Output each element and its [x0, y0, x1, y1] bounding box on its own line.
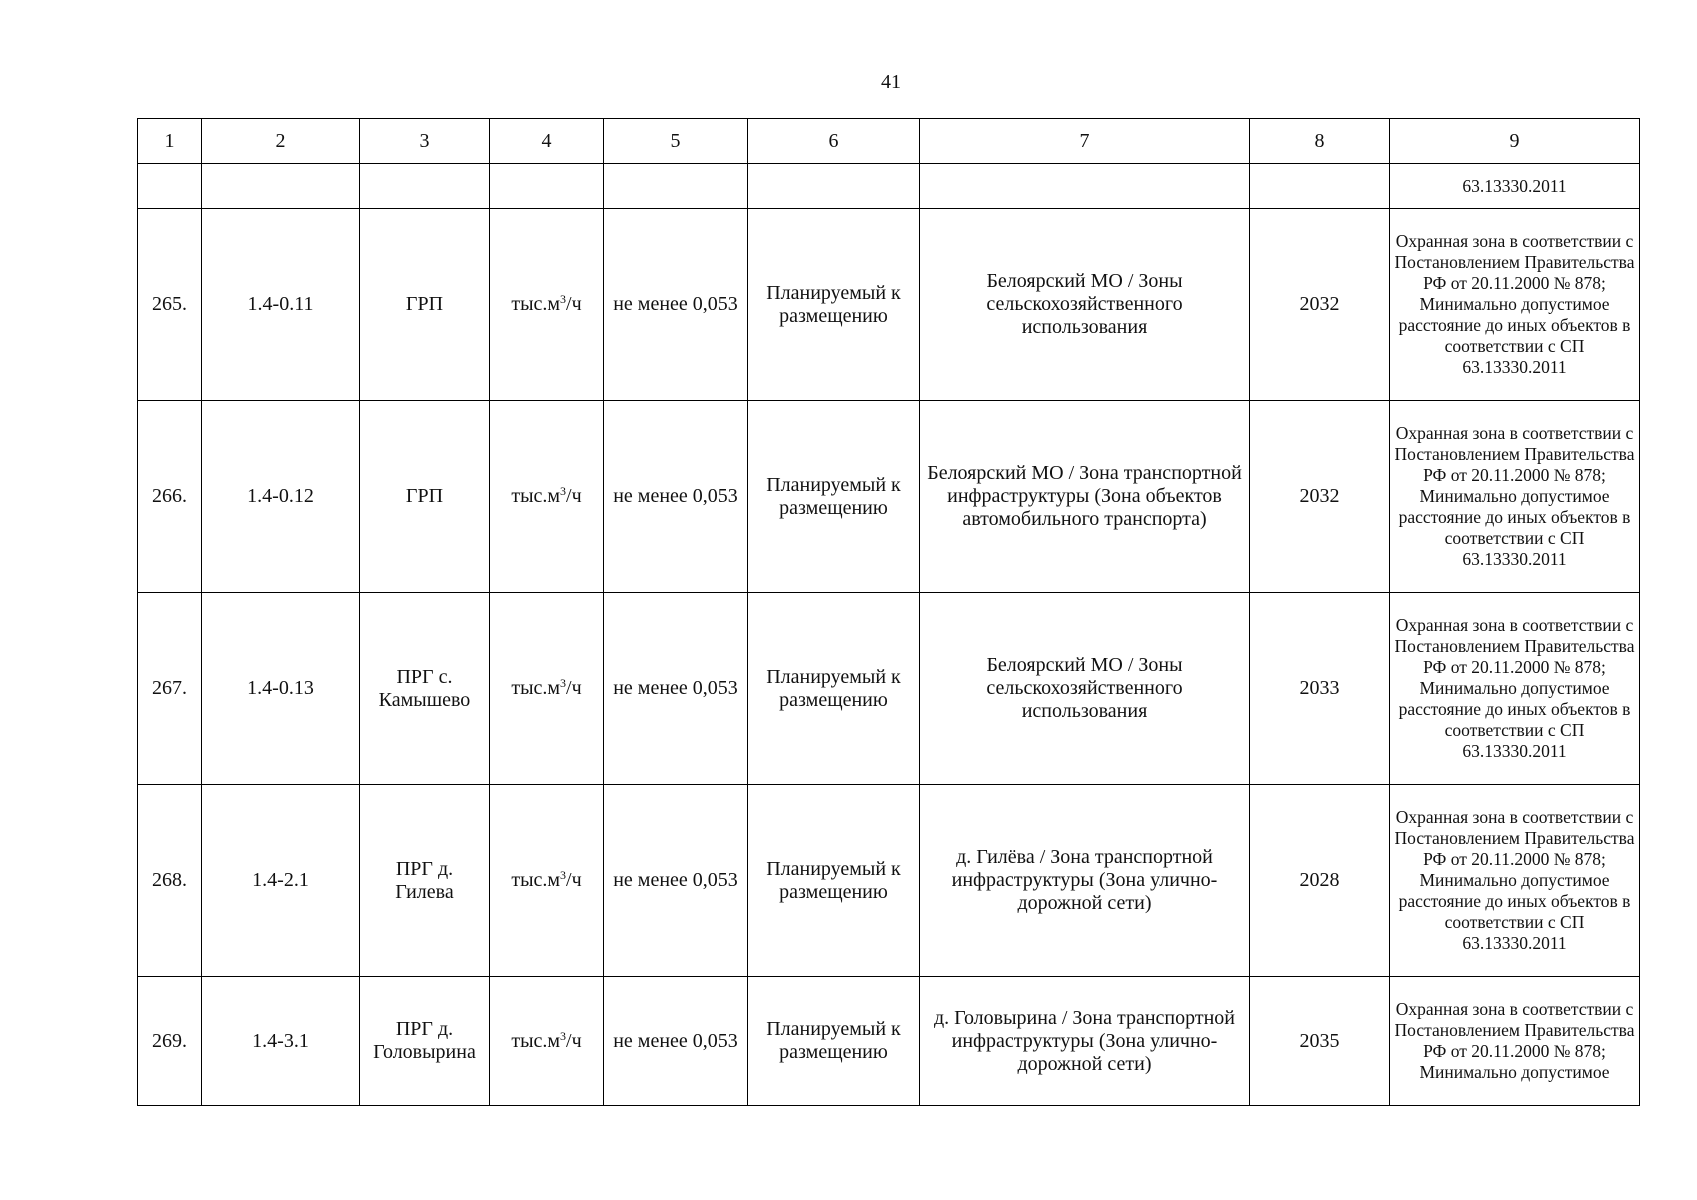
status-cell: Планируемый к размещению	[748, 209, 920, 401]
table-cell	[920, 164, 1250, 209]
zone-cell: 63.13330.2011	[1390, 164, 1640, 209]
row-number: 268.	[138, 785, 202, 977]
unit-prefix: тыс.м	[511, 293, 561, 315]
unit-suffix: /ч	[566, 1029, 582, 1052]
zone-cell: Охранная зона в соответствии с Постановлением Правительства РФ от 20.11.2000 № 878; Минимально допустимое расстояние до иных объектов в соответствии с СП 63.13330.2011	[1390, 785, 1640, 977]
table-cell	[490, 164, 604, 209]
zone-cell: Охранная зона в соответствии с Постановлением Правительства РФ от 20.11.2000 № 878; Минимально допустимое расстояние до иных объектов в соответствии с СП 63.13330.2011	[1390, 593, 1640, 785]
status-cell: Планируемый к размещению	[748, 401, 920, 593]
table-cell	[202, 164, 360, 209]
row-number: 269.	[138, 977, 202, 1106]
unit-superscript: 3	[560, 292, 567, 306]
header-cell: 1	[138, 119, 202, 164]
unit-suffix: /ч	[566, 869, 582, 891]
table-cell	[604, 164, 748, 209]
year-cell: 2032	[1250, 401, 1390, 593]
table-cell	[360, 164, 490, 209]
capacity-cell: не менее 0,053	[604, 401, 748, 593]
capacity-cell: не менее 0,053	[604, 977, 748, 1106]
unit-superscript: 3	[560, 868, 567, 882]
capacity-cell: не менее 0,053	[604, 209, 748, 401]
object-name: ПРГ д. Головырина	[360, 977, 490, 1106]
status-cell: Планируемый к размещению	[748, 785, 920, 977]
unit-suffix: /ч	[566, 485, 582, 507]
page-number: 41	[881, 71, 901, 93]
row-number: 265.	[138, 209, 202, 401]
zone-cell: Охранная зона в соответствии с Постановлением Правительства РФ от 20.11.2000 № 878; Минимально допустимое расстояние до иных объектов в соответствии с СП 63.13330.2011	[1390, 209, 1640, 401]
unit-superscript: 3	[560, 1028, 567, 1043]
header-cell: 8	[1250, 119, 1390, 164]
zone-cell: Охранная зона в соответствии с Постановлением Правительства РФ от 20.11.2000 № 878; Минимально допустимое расстояние до иных объектов в соответствии с СП 63.13330.2011	[1390, 401, 1640, 593]
zone-cell: Охранная зона в соответствии с Постановлением Правительства РФ от 20.11.2000 № 878; Минимально допустимое	[1390, 977, 1640, 1106]
objects-table	[137, 118, 1640, 1106]
year-cell: 2035	[1250, 977, 1390, 1106]
status-cell: Планируемый к размещению	[748, 593, 920, 785]
object-code: 1.4-2.1	[202, 785, 360, 977]
unit-superscript: 3	[560, 484, 567, 498]
unit-cell	[490, 593, 604, 785]
location-cell: Белоярский МО / Зона транспортной инфраструктуры (Зона объектов автомобильного транспорта)	[920, 401, 1250, 593]
header-cell: 3	[360, 119, 490, 164]
header-cell: 7	[920, 119, 1250, 164]
unit-cell	[490, 209, 604, 401]
unit-suffix: /ч	[566, 677, 582, 699]
unit-prefix: тыс.м	[511, 485, 561, 507]
table-row	[138, 593, 1640, 785]
header-cell: 4	[490, 119, 604, 164]
object-code: 1.4-3.1	[202, 977, 360, 1106]
object-name: ГРП	[360, 209, 490, 401]
year-cell: 2033	[1250, 593, 1390, 785]
object-name: ПРГ д. Гилева	[360, 785, 490, 977]
table-row	[138, 785, 1640, 977]
object-code: 1.4-0.11	[202, 209, 360, 401]
header-cell: 5	[604, 119, 748, 164]
table-cell	[1250, 164, 1390, 209]
year-cell: 2032	[1250, 209, 1390, 401]
location-cell: Белоярский МО / Зоны сельскохозяйственного использования	[920, 593, 1250, 785]
object-code: 1.4-0.12	[202, 401, 360, 593]
unit-prefix: тыс.м	[511, 677, 561, 699]
header-cell: 9	[1390, 119, 1640, 164]
year-cell: 2028	[1250, 785, 1390, 977]
continuation-row	[138, 164, 1640, 209]
table-row	[138, 977, 1640, 1106]
header-cell: 2	[202, 119, 360, 164]
unit-cell	[490, 401, 604, 593]
capacity-cell: не менее 0,053	[604, 593, 748, 785]
unit-prefix: тыс.м	[511, 869, 561, 891]
table-row	[138, 401, 1640, 593]
unit-suffix: /ч	[566, 293, 582, 315]
unit-superscript: 3	[560, 676, 567, 690]
location-cell: д. Головырина / Зона транспортной инфраструктуры (Зона улично-дорожной сети)	[920, 977, 1250, 1106]
unit-prefix: тыс.м	[511, 1029, 561, 1052]
table-cell	[748, 164, 920, 209]
object-name: ГРП	[360, 401, 490, 593]
object-code: 1.4-0.13	[202, 593, 360, 785]
row-number: 267.	[138, 593, 202, 785]
status-cell: Планируемый к размещению	[748, 977, 920, 1106]
header-cell: 6	[748, 119, 920, 164]
object-name: ПРГ с. Камышево	[360, 593, 490, 785]
table-row	[138, 209, 1640, 401]
unit-cell	[490, 977, 604, 1106]
location-cell: д. Гилёва / Зона транспортной инфраструктуры (Зона улично-дорожной сети)	[920, 785, 1250, 977]
table-cell	[138, 164, 202, 209]
capacity-cell: не менее 0,053	[604, 785, 748, 977]
row-number: 266.	[138, 401, 202, 593]
table-header-row	[138, 119, 1640, 164]
unit-cell	[490, 785, 604, 977]
location-cell: Белоярский МО / Зоны сельскохозяйственного использования	[920, 209, 1250, 401]
